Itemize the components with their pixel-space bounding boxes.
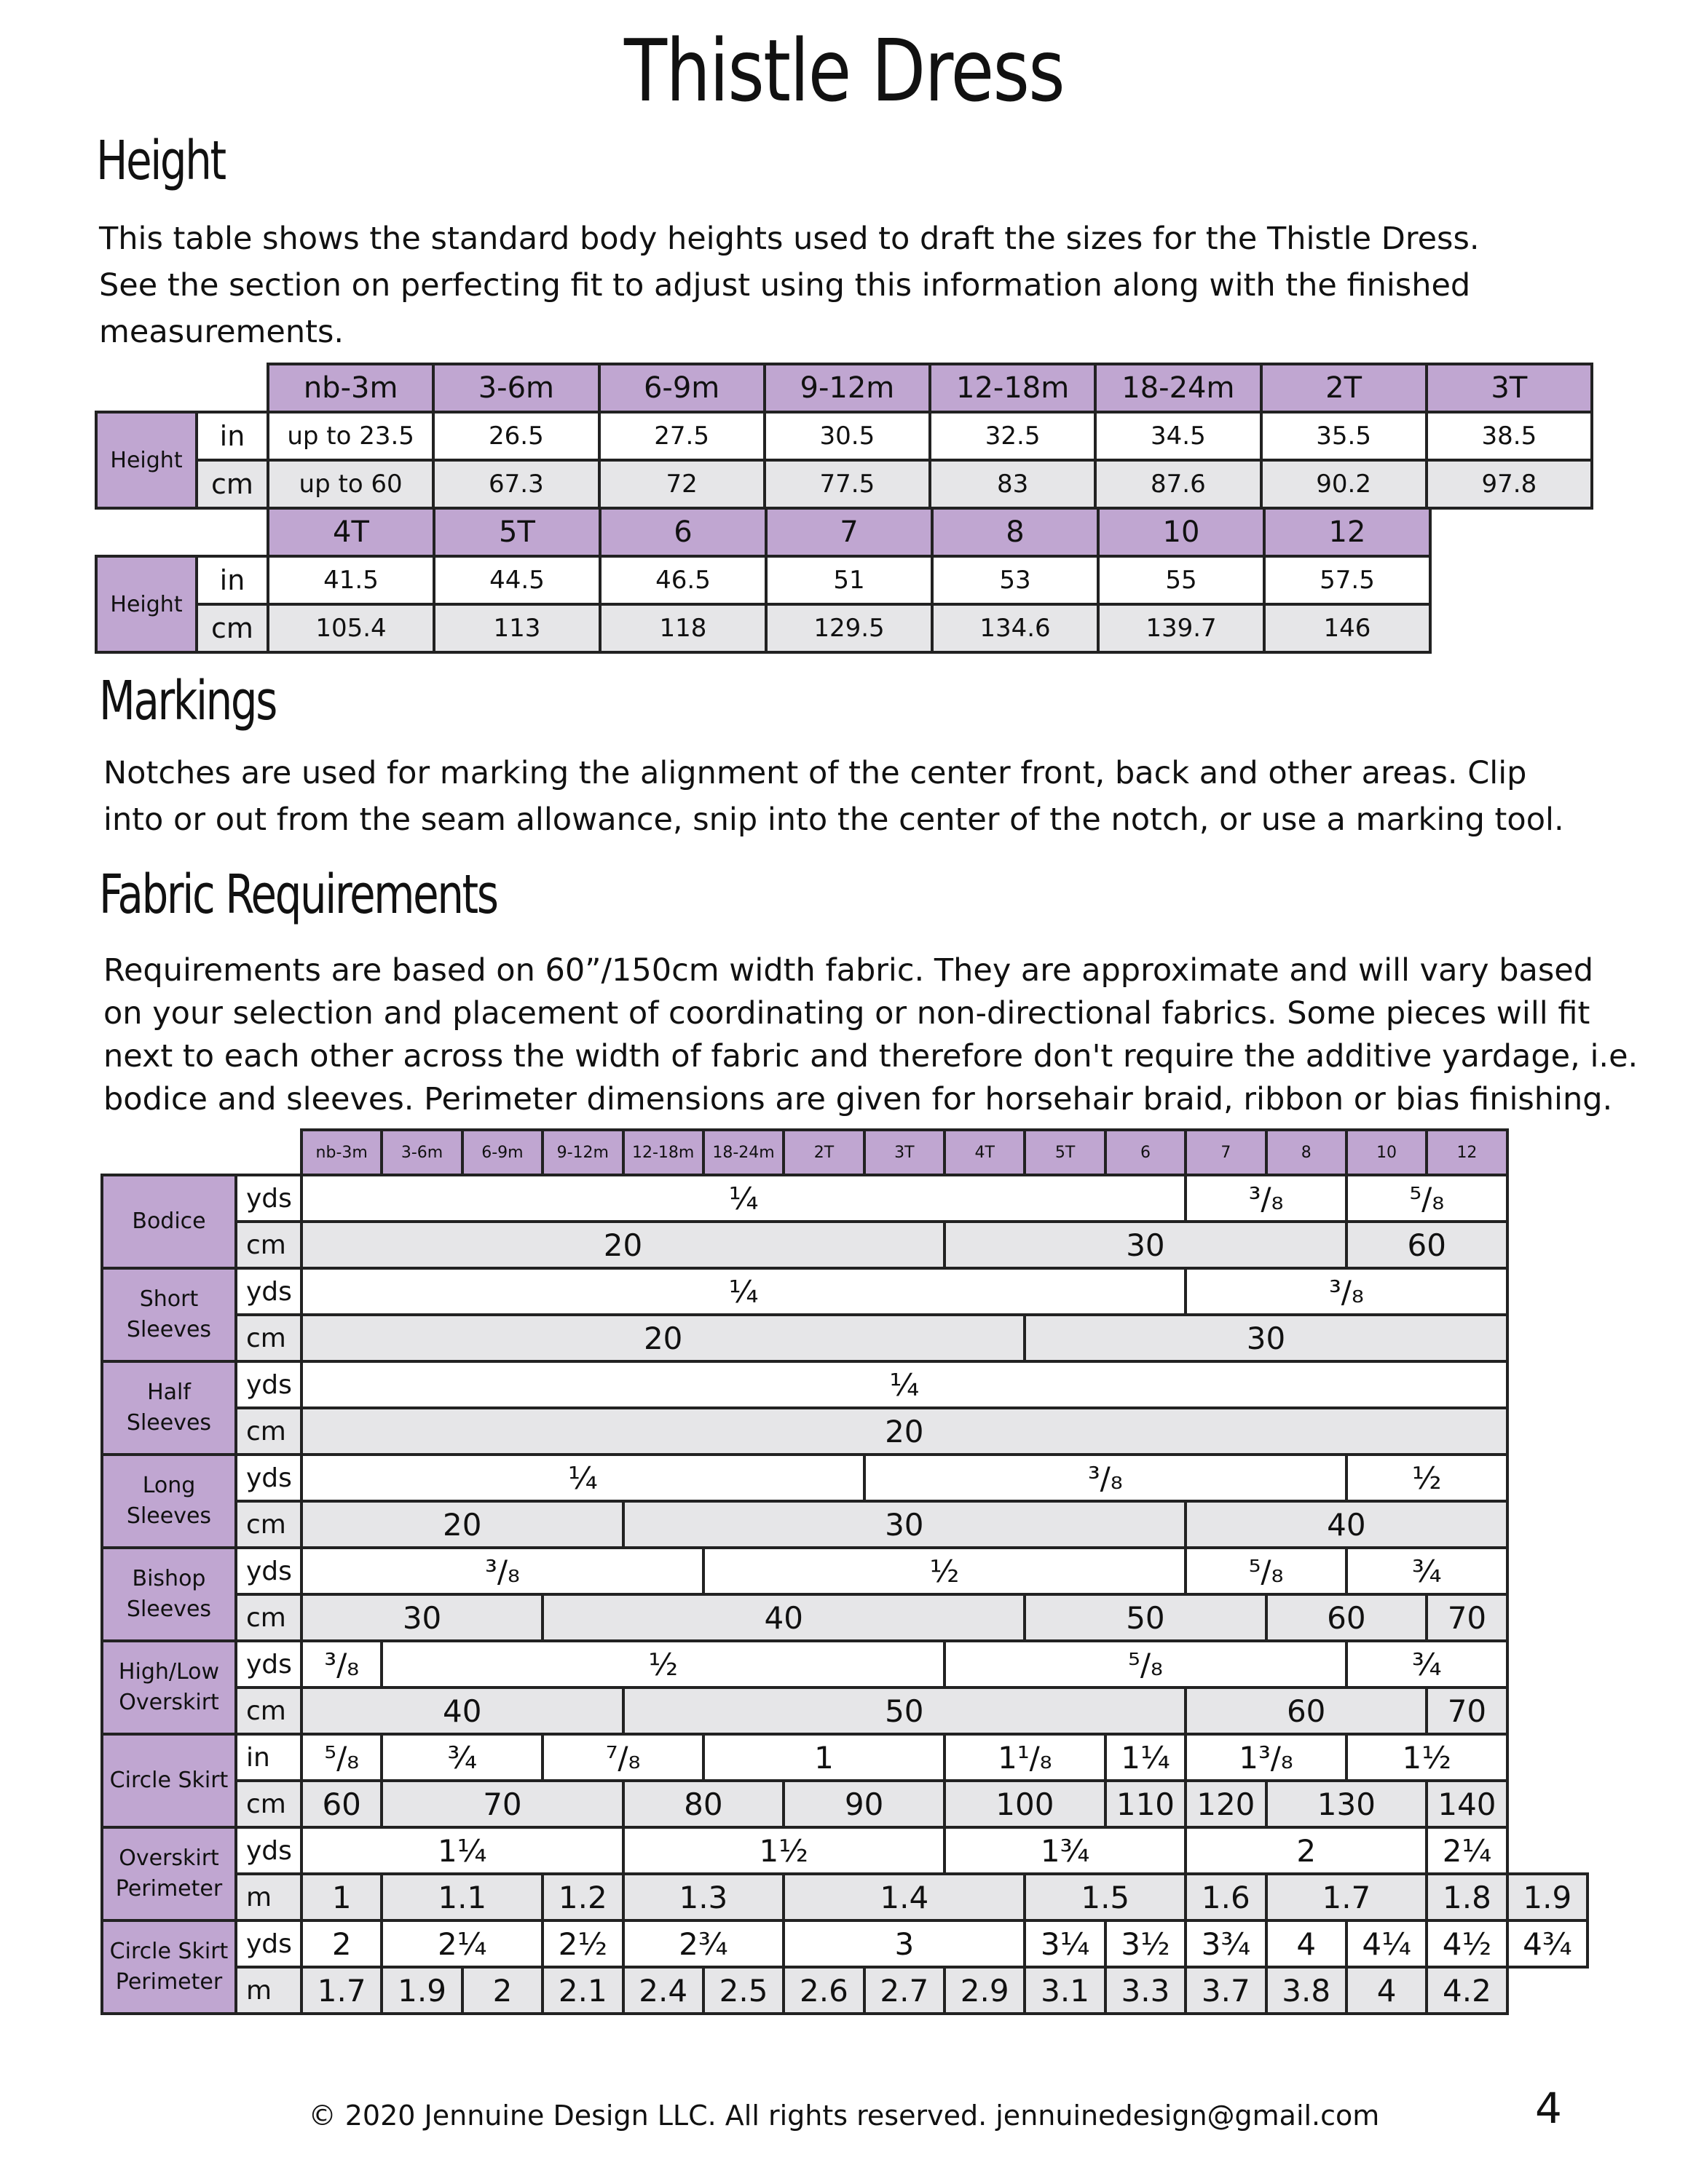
size-header-cell: 3T [1427, 364, 1592, 412]
unit-label: yds [236, 1920, 301, 1967]
table-cell: 32.5 [930, 412, 1095, 460]
fabric-row [102, 1734, 1588, 1781]
table-cell: 30.5 [765, 412, 930, 460]
table-cell: ⁷/₈ [543, 1734, 703, 1781]
size-header-row [102, 1130, 1588, 1175]
height-heading: Height [96, 130, 225, 192]
table-cell: 1.4 [784, 1874, 1025, 1920]
table-cell: 67.3 [433, 460, 599, 508]
unit-label: yds [236, 1175, 301, 1222]
size-header-cell: 6 [1105, 1130, 1186, 1175]
table-cell: 3¼ [1025, 1920, 1105, 1967]
unit-label: yds [236, 1641, 301, 1688]
fabric-row [102, 1548, 1588, 1594]
fabric-row [102, 1688, 1588, 1734]
table-cell: 1½ [623, 1827, 945, 1874]
table-cell: 50 [623, 1688, 1186, 1734]
size-header-cell: 12-18m [930, 364, 1095, 412]
table-cell: 3.3 [1105, 1967, 1186, 2014]
table-cell: 34.5 [1095, 412, 1261, 460]
table-cell: 57.5 [1264, 556, 1430, 604]
markings-heading: Markings [99, 670, 276, 732]
size-header-cell: 2T [784, 1130, 864, 1175]
table-cell: 2.9 [944, 1967, 1025, 2014]
table-cell: 40 [1186, 1501, 1507, 1548]
unit-label: cm [236, 1781, 301, 1827]
table-cell: 1³/₈ [1186, 1734, 1346, 1781]
table-cell: 1.6 [1186, 1874, 1266, 1920]
table-cell: 1 [301, 1874, 382, 1920]
table-cell: 40 [301, 1688, 623, 1734]
table-cell: 1.5 [1025, 1874, 1186, 1920]
blank-corner [96, 364, 268, 412]
size-header-cell: 10 [1098, 508, 1264, 556]
size-header-cell: 8 [932, 508, 1098, 556]
table-cell: 100 [944, 1781, 1105, 1827]
row-label: Bodice [102, 1175, 236, 1268]
unit-label: m [236, 1874, 301, 1920]
fabric-row [102, 1175, 1588, 1222]
table-cell: 1¾ [944, 1827, 1186, 1874]
table-cell: ½ [382, 1641, 944, 1688]
table-cell: ³/₈ [1186, 1175, 1346, 1222]
table-cell: 1¹/₈ [944, 1734, 1105, 1781]
table-cell: 26.5 [433, 412, 599, 460]
table-cell: 44.5 [434, 556, 600, 604]
table-cell: 60 [1346, 1222, 1507, 1268]
table-cell: ¾ [382, 1734, 543, 1781]
table-cell: 30 [623, 1501, 1186, 1548]
table-cell: 20 [301, 1222, 944, 1268]
table-cell: 1.3 [623, 1874, 784, 1920]
table-cell: 20 [301, 1501, 623, 1548]
size-header-cell: 12 [1427, 1130, 1507, 1175]
unit-label: in [236, 1734, 301, 1781]
table-cell: ½ [703, 1548, 1186, 1594]
table-cell: 2¼ [1427, 1827, 1507, 1874]
table-cell: 53 [932, 556, 1098, 604]
table-cell: ⁵/₈ [1186, 1548, 1346, 1594]
size-header-cell: 6-9m [462, 1130, 543, 1175]
size-header-cell: 12-18m [623, 1130, 703, 1175]
table-cell: 70 [1427, 1688, 1507, 1734]
table-cell: 20 [301, 1408, 1507, 1455]
fabric-row [102, 1641, 1588, 1688]
size-header-cell: 4T [944, 1130, 1025, 1175]
table-cell: 1.7 [301, 1967, 382, 2014]
unit-label: cm [236, 1594, 301, 1641]
table-cell: 1¼ [1105, 1734, 1186, 1781]
table-cell: 1.9 [382, 1967, 462, 2014]
fabric-row [102, 1967, 1588, 2014]
fabric-row [102, 1315, 1588, 1361]
blank-corner [102, 1130, 301, 1175]
size-header-cell: 6-9m [599, 364, 765, 412]
table-cell: up to 60 [268, 460, 433, 508]
height-paragraph: This table shows the standard body heights used to draft the sizes for the Thistle Dress. See the section on perfecting fit to adjust using this information along with the finished measurements. [99, 221, 1480, 350]
height-table-1 [95, 363, 1593, 510]
table-cell: 50 [1025, 1594, 1266, 1641]
fabric-row [102, 1268, 1588, 1315]
unit-label: cm [236, 1501, 301, 1548]
table-cell: 105.4 [268, 604, 434, 652]
height-row-in [96, 556, 1430, 604]
table-cell: 140 [1427, 1781, 1507, 1827]
table-cell: 113 [434, 604, 600, 652]
table-cell: ¼ [301, 1455, 864, 1501]
unit-label: m [236, 1967, 301, 2014]
table-cell: ³/₈ [301, 1641, 382, 1688]
table-cell: 4¾ [1507, 1920, 1588, 1967]
table-cell: 2.6 [784, 1967, 864, 2014]
size-header-cell: 18-24m [1095, 364, 1261, 412]
table-cell: 4 [1266, 1920, 1346, 1967]
blank-corner [96, 508, 268, 556]
fabric-row [102, 1501, 1588, 1548]
row-label: Height [96, 412, 197, 508]
fabric-row [102, 1920, 1588, 1967]
unit-label: in [197, 556, 268, 604]
table-cell: 83 [930, 460, 1095, 508]
table-cell: 130 [1266, 1781, 1427, 1827]
fabric-requirements-heading: Fabric Requirements [99, 863, 497, 926]
size-header-cell: 3-6m [382, 1130, 462, 1175]
table-cell: 1.8 [1427, 1874, 1507, 1920]
table-cell: 2 [462, 1967, 543, 2014]
unit-label: cm [197, 460, 268, 508]
table-cell: 20 [301, 1315, 1025, 1361]
fabric-requirements-paragraph: Requirements are based on 60”/150cm width fabric. They are approximate and will vary based on your selection and placement of coordinating or non-directional fabrics. Some pieces will fit next to each other across the width of fabric and therefore don't require the additive yardage, i.e. bodice and sleeves. Perimeter dimensions are given for horsehair braid, ribbon or bias finishing. [103, 952, 1638, 1117]
size-header-cell: 8 [1266, 1130, 1346, 1175]
row-label: High/Low Overskirt [102, 1641, 236, 1734]
table-cell: 118 [600, 604, 766, 652]
table-cell: 4 [1346, 1967, 1427, 2014]
table-cell: 3.7 [1186, 1967, 1266, 2014]
table-cell: ⁵/₈ [301, 1734, 382, 1781]
unit-label: cm [236, 1408, 301, 1455]
table-cell: 146 [1264, 604, 1430, 652]
size-header-cell: 18-24m [703, 1130, 784, 1175]
size-header-cell: 4T [268, 508, 434, 556]
unit-label: cm [236, 1315, 301, 1361]
table-cell: 72 [599, 460, 765, 508]
table-cell: 2¾ [623, 1920, 784, 1967]
row-label: Circle Skirt Perimeter [102, 1920, 236, 2014]
table-cell: 3½ [1105, 1920, 1186, 1967]
table-cell: ³/₈ [864, 1455, 1346, 1501]
table-cell: 77.5 [765, 460, 930, 508]
table-cell: 87.6 [1095, 460, 1261, 508]
table-cell: 2 [1186, 1827, 1427, 1874]
table-cell: ¾ [1346, 1548, 1507, 1594]
page-number: 4 [1535, 2084, 1562, 2133]
size-header-cell: 3T [864, 1130, 944, 1175]
table-cell: ⁵/₈ [944, 1641, 1346, 1688]
table-cell: ½ [1346, 1455, 1507, 1501]
unit-label: cm [236, 1688, 301, 1734]
row-label: Half Sleeves [102, 1361, 236, 1455]
table-cell: 27.5 [599, 412, 765, 460]
table-cell: 1.7 [1266, 1874, 1427, 1920]
size-header-cell: 5T [1025, 1130, 1105, 1175]
fabric-row [102, 1361, 1588, 1408]
size-header-cell: nb-3m [268, 364, 433, 412]
unit-label: yds [236, 1548, 301, 1594]
table-cell: 2.5 [703, 1967, 784, 2014]
table-cell: 1.1 [382, 1874, 543, 1920]
table-cell: 1¼ [301, 1827, 623, 1874]
table-cell: 120 [1186, 1781, 1266, 1827]
height-table-2 [95, 507, 1432, 654]
table-cell: 4.2 [1427, 1967, 1507, 2014]
table-cell: 4¼ [1346, 1920, 1427, 1967]
table-cell: 35.5 [1261, 412, 1427, 460]
row-label: Circle Skirt [102, 1734, 236, 1827]
table-cell: 70 [1427, 1594, 1507, 1641]
fabric-row [102, 1827, 1588, 1874]
size-header-cell: 5T [434, 508, 600, 556]
table-cell: 70 [382, 1781, 623, 1827]
table-cell: 60 [1266, 1594, 1427, 1641]
size-header-row [96, 508, 1430, 556]
unit-label: yds [236, 1827, 301, 1874]
size-header-cell: 2T [1261, 364, 1427, 412]
table-cell: 1 [703, 1734, 944, 1781]
height-row-cm [96, 604, 1430, 652]
unit-label: yds [236, 1361, 301, 1408]
table-cell: ³/₈ [1186, 1268, 1507, 1315]
unit-label: cm [197, 604, 268, 652]
row-label: Long Sleeves [102, 1455, 236, 1548]
table-cell: 55 [1098, 556, 1264, 604]
table-cell: 38.5 [1427, 412, 1592, 460]
size-header-cell: 7 [766, 508, 932, 556]
table-cell: 80 [623, 1781, 784, 1827]
row-label: Short Sleeves [102, 1268, 236, 1361]
size-header-row [96, 364, 1592, 412]
markings-paragraph: Notches are used for marking the alignment of the center front, back and other areas. Clip into or out from the seam allowance, snip into the center of the notch, or use a marking tool. [103, 755, 1564, 838]
table-cell: ¾ [1346, 1641, 1507, 1688]
table-cell: 2 [301, 1920, 382, 1967]
fabric-row [102, 1455, 1588, 1501]
table-cell: 3.8 [1266, 1967, 1346, 2014]
table-cell: 1.2 [543, 1874, 623, 1920]
table-cell: 60 [1186, 1688, 1427, 1734]
table-cell: 97.8 [1427, 460, 1592, 508]
table-cell: 90.2 [1261, 460, 1427, 508]
table-cell: 3.1 [1025, 1967, 1105, 2014]
size-header-cell: nb-3m [301, 1130, 382, 1175]
table-cell: ³/₈ [301, 1548, 703, 1594]
table-cell: 46.5 [600, 556, 766, 604]
page-title: Thistle Dress [623, 20, 1065, 121]
table-cell: ¼ [301, 1175, 1186, 1222]
table-cell: 1.9 [1507, 1874, 1588, 1920]
fabric-row [102, 1874, 1588, 1920]
table-cell: 3¾ [1186, 1920, 1266, 1967]
fabric-row [102, 1408, 1588, 1455]
table-cell: 41.5 [268, 556, 434, 604]
row-label: Overskirt Perimeter [102, 1827, 236, 1920]
row-label: Bishop Sleeves [102, 1548, 236, 1641]
table-cell: 4½ [1427, 1920, 1507, 1967]
table-cell: 90 [784, 1781, 944, 1827]
unit-label: yds [236, 1268, 301, 1315]
table-cell: 2.7 [864, 1967, 944, 2014]
table-cell: ¼ [301, 1361, 1507, 1408]
size-header-cell: 10 [1346, 1130, 1427, 1175]
size-header-cell: 3-6m [433, 364, 599, 412]
table-cell: 2.1 [543, 1967, 623, 2014]
height-row-in [96, 412, 1592, 460]
table-cell: ⁵/₈ [1346, 1175, 1507, 1222]
table-cell: 2¼ [382, 1920, 543, 1967]
size-header-cell: 12 [1264, 508, 1430, 556]
size-header-cell: 6 [600, 508, 766, 556]
table-cell: 2½ [543, 1920, 623, 1967]
table-cell: 40 [543, 1594, 1025, 1641]
table-cell: ¼ [301, 1268, 1186, 1315]
size-header-cell: 7 [1186, 1130, 1266, 1175]
unit-label: yds [236, 1455, 301, 1501]
fabric-row [102, 1222, 1588, 1268]
row-label: Height [96, 556, 197, 652]
table-cell: 129.5 [766, 604, 932, 652]
size-header-cell: 9-12m [765, 364, 930, 412]
table-cell: 30 [1025, 1315, 1507, 1361]
footer-copyright: © 2020 Jennuine Design LLC. All rights reserved. jennuinedesign@gmail.com [308, 2100, 1380, 2132]
table-cell: 51 [766, 556, 932, 604]
height-row-cm [96, 460, 1592, 508]
unit-label: in [197, 412, 268, 460]
table-cell: up to 23.5 [268, 412, 433, 460]
table-cell: 110 [1105, 1781, 1186, 1827]
table-cell: 134.6 [932, 604, 1098, 652]
table-cell: 30 [944, 1222, 1346, 1268]
table-cell: 139.7 [1098, 604, 1264, 652]
table-cell: 3 [784, 1920, 1025, 1967]
table-cell: 30 [301, 1594, 543, 1641]
fabric-row [102, 1594, 1588, 1641]
fabric-requirements-table [100, 1128, 1589, 2015]
size-header-cell: 9-12m [543, 1130, 623, 1175]
fabric-row [102, 1781, 1588, 1827]
table-cell: 60 [301, 1781, 382, 1827]
table-cell: 2.4 [623, 1967, 703, 2014]
unit-label: cm [236, 1222, 301, 1268]
table-cell: 1½ [1346, 1734, 1507, 1781]
